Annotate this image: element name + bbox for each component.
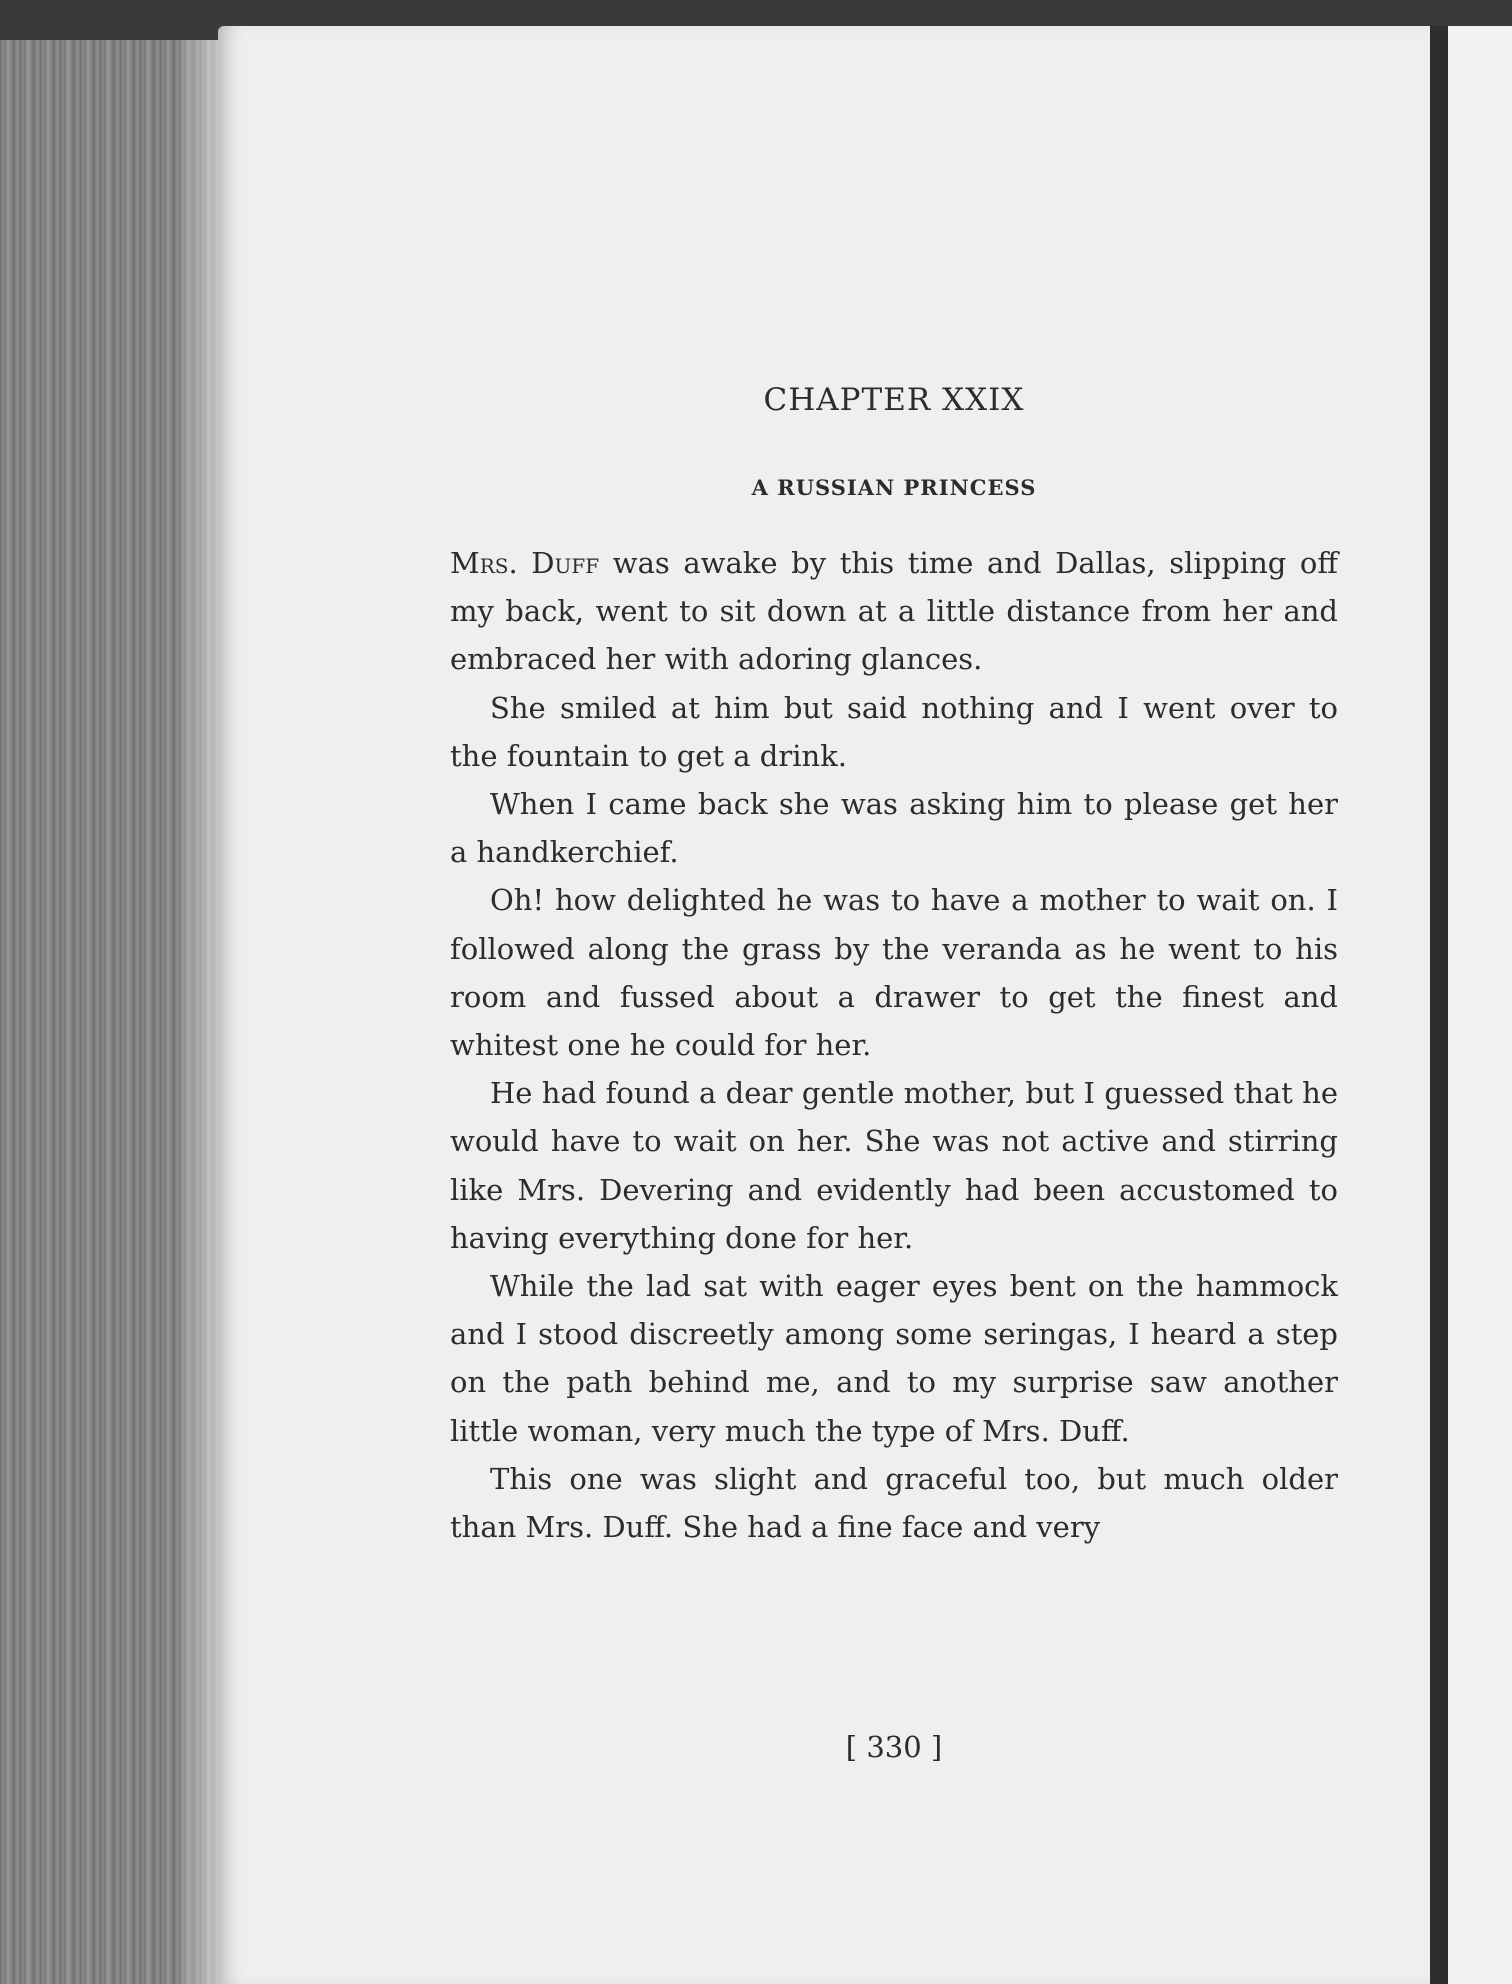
facing-page-sliver: [1448, 26, 1512, 1984]
chapter-title: CHAPTER XXIX: [763, 382, 1025, 418]
book-gutter-shadow: [1430, 26, 1448, 1984]
page-number: [ 330 ]: [845, 1730, 943, 1764]
paragraph-text: was awake by this time and Dallas, slipping off my back, went to sit down at a little distance from her and embraced her with adoring glances.: [450, 546, 1338, 677]
paragraph-lead-caps: Mrs. Duff: [450, 546, 600, 580]
page-text-block: [450, 370, 1338, 1551]
paragraph: Oh! how delighted he was to have a mother to wait on. I followed along the grass by the veranda as he went to his room and fussed about a drawer to get the finest and whitest one he could for her.: [450, 883, 1338, 1063]
chapter-subtitle: A RUSSIAN PRINCESS: [751, 475, 1037, 500]
book-page-edges: [0, 40, 240, 1984]
paragraph: He had found a dear gentle mother, but I guessed that he would have to wait on her. She was not active and stirring like Mrs. Devering and evidently had been accustomed to having everything done for her.: [450, 1076, 1338, 1255]
paragraph: She smiled at him but said nothing and I went over to the fountain to get a drink.: [450, 690, 1338, 773]
paragraph: This one was slight and graceful too, but much older than Mrs. Duff. She had a fine face and very: [450, 1461, 1338, 1545]
paragraph: While the lad sat with eager eyes bent on the hammock and I stood discreetly among some seringas, I heard a step on the path behind me, and to my surprise saw another little woman, very much the type of Mrs. Duff.: [450, 1269, 1338, 1448]
paragraph: [450, 539, 1338, 684]
paragraph: When I came back she was asking him to please get her a handkerchief.: [450, 787, 1338, 870]
